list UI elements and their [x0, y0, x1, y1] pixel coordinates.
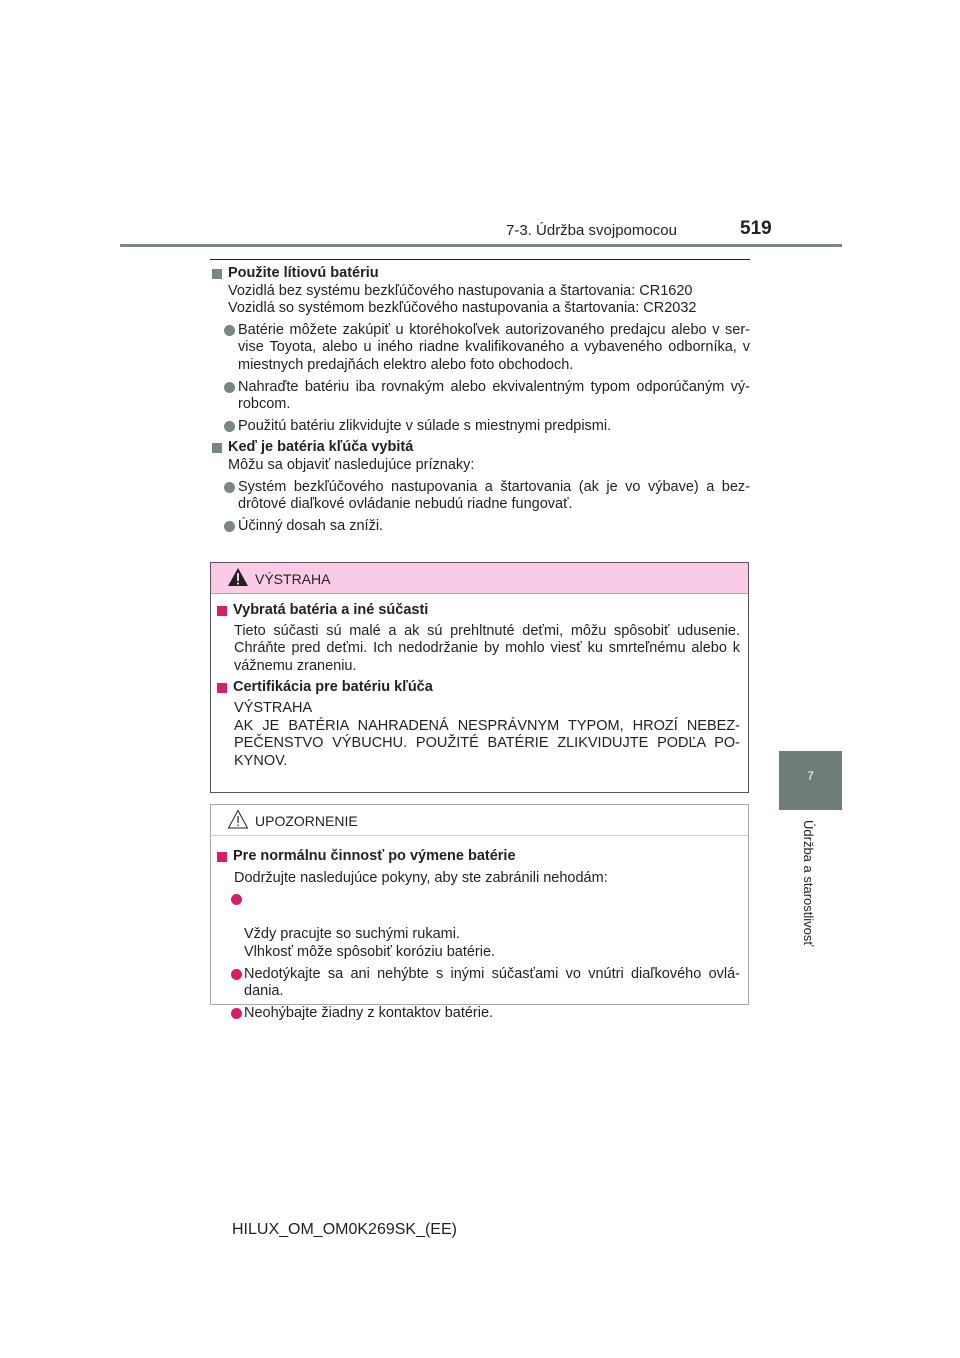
caution-triangle-icon [227, 809, 249, 829]
list-item [210, 322, 750, 375]
list-item-text: Systém bezkľúčového nastupovania a štartovania (ak je vo výbave) a bez-drôtové diaľkové ovládanie nebudú riadne fungovať. [238, 478, 750, 513]
section-heading [210, 439, 750, 457]
dot-bullet-icon [224, 325, 235, 336]
caution-box-body [211, 836, 748, 1030]
header-section-title: 7-3. Údržba svojpomocou [506, 222, 677, 239]
list-item-text: Použitú batériu zlikvidujte v súlade s miestnymi predpismi. [238, 417, 612, 434]
chapter-tab[interactable] [779, 751, 842, 810]
warning-box-header [211, 563, 748, 594]
list-item [217, 891, 740, 961]
dot-bullet-icon [224, 521, 235, 532]
dot-bullet-icon [231, 1008, 242, 1019]
warning-box [210, 562, 749, 793]
caution-box-header [211, 805, 748, 836]
list-item-text: Nahraďte batériu iba rovnakým alebo ekvivalentným typom odporúčaným vý-robcom. [238, 378, 750, 413]
section-heading-text: Keď je batéria kľúča vybitá [228, 439, 414, 456]
footer-code: HILUX_OM_OM0K269SK_(EE) [232, 1221, 457, 1238]
warning-text: Tieto súčasti sú malé a ak sú prehltnuté deťmi, môžu spôsobiť udusenie. Chráňte pred deťmi. Ich nedodržanie by mohlo viesť ku smrteľnému alebo k vážnemu zraneniu. [234, 622, 740, 674]
page-number: 519 [740, 218, 772, 239]
content-divider [210, 259, 750, 260]
main-content [210, 265, 750, 535]
square-bullet-icon [212, 269, 222, 279]
list-item [210, 479, 750, 514]
dot-bullet-icon [224, 421, 235, 432]
list-item [217, 1005, 740, 1023]
dot-bullet-icon [231, 894, 242, 905]
caution-heading-text: Pre normálnu činnosť po výmene batérie [233, 848, 516, 864]
list-item-text: Nedotýkajte sa ani nehýbte s inými súčasťami vo vnútri diaľkového ovlá-dania. [244, 965, 740, 1000]
dot-bullet-icon [224, 382, 235, 393]
body-line: Vozidlá so systémom bezkľúčového nastupovania a štartovania: CR2032 [228, 300, 697, 317]
warning-heading [217, 602, 740, 620]
warning-heading [217, 679, 740, 697]
square-bullet-icon [217, 852, 227, 862]
body-line: Vozidlá bez systému bezkľúčového nastupovania a štartovania: CR1620 [228, 282, 693, 299]
list-item-text: Účinný dosah sa zníži. [238, 517, 384, 534]
section-heading [210, 265, 750, 283]
section-heading-text: Použite lítiovú batériu [228, 265, 379, 281]
warning-text: AK JE BATÉRIA NAHRADENÁ NESPRÁVNYM TYPOM, HROZÍ NEBEZ-PEČENSTVO VÝBUCHU. POUŽITÉ BATÉRIE ZLIKVIDUJTE PODĽA PO-KYNOV. [234, 717, 740, 769]
dot-bullet-icon [231, 969, 242, 980]
warning-text: VÝSTRAHA [234, 699, 313, 716]
list-item [217, 966, 740, 1001]
warning-heading-text: Vybratá batéria a iné súčasti [233, 602, 429, 618]
caution-box-title: UPOZORNENIE [255, 813, 358, 829]
body-line: Môžu sa objaviť nasledujúce príznaky: [228, 456, 475, 473]
caution-text: Dodržujte nasledujúce pokyny, aby ste zabránili nehodám: [234, 869, 608, 886]
caution-box [210, 804, 749, 1021]
dot-bullet-icon [224, 482, 235, 493]
header-divider [120, 244, 842, 247]
warning-box-title: VÝSTRAHA [255, 571, 331, 587]
square-bullet-icon [212, 443, 222, 453]
list-item [210, 379, 750, 414]
warning-box-body [211, 594, 748, 778]
list-item-text: Neohýbajte žiadny z kontaktov batérie. [244, 1004, 494, 1021]
square-bullet-icon [217, 683, 227, 693]
list-item [210, 518, 750, 536]
warning-triangle-icon [227, 567, 249, 587]
caution-heading [217, 848, 740, 866]
list-item [210, 418, 750, 436]
square-bullet-icon [217, 606, 227, 616]
list-item-text: Vždy pracujte so suchými rukami. Vlhkosť môže spôsobiť koróziu batérie. [244, 926, 496, 960]
chapter-number: 7 [807, 769, 814, 783]
chapter-side-label: Údržba a starostlivosť [801, 820, 816, 947]
list-item-text: Batérie môžete zakúpiť u ktoréhokoľvek autorizovaného predajcu alebo v ser-vise Toyota, alebo u iného riadne kvalifikovaného a vybaveného odborníka, v miestnych predajňách elektro alebo foto obchodoch. [238, 321, 750, 373]
warning-heading-text: Certifikácia pre batériu kľúča [233, 679, 433, 696]
